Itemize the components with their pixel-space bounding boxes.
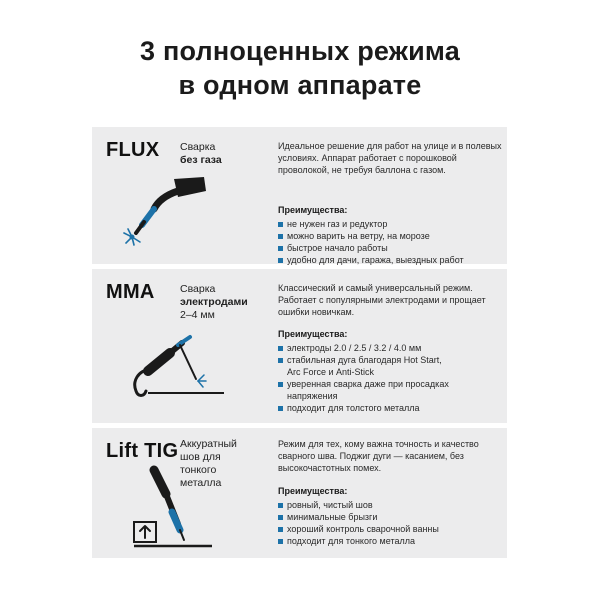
list-item: не нужен газ и редуктор (278, 218, 504, 230)
list-item: хороший контроль сварочной ванны (278, 523, 504, 535)
mode-subtitle: Сварка электродами 2–4 мм (180, 283, 248, 321)
list-item: электроды 2.0 / 2.5 / 3.2 / 4.0 мм (278, 342, 504, 354)
advantages-title: Преимущества: (278, 486, 348, 496)
title-line-1: 3 полноценных режима (140, 36, 460, 66)
mode-description: Идеальное решение для работ на улице и в полевых условиях. Аппарат работает с порошковой проволокой, не требуя баллона с газом. (278, 141, 502, 175)
mode-description: Режим для тех, кому важна точность и качество сварного шва. Поджиг дуги — касанием, без высокочастотных помех. (278, 439, 479, 473)
title-line-2: в одном аппарате (178, 70, 422, 100)
list-item: стабильная дуга благодаря Hot Start, (278, 354, 504, 366)
tig-torch-icon (126, 464, 216, 554)
list-item: Arc Force и Anti-Stick (287, 367, 375, 377)
electrode-holder-icon (128, 331, 238, 409)
advantages-list (278, 499, 504, 547)
mode-subtitle: Сварка без газа (180, 141, 222, 166)
mode-subtitle: Аккуратный шов для тонкого металла (180, 438, 237, 489)
mode-name: Lift TIG (106, 440, 179, 462)
mode-name: MMA (106, 281, 155, 303)
list-item: подходит для толстого металла (278, 402, 504, 414)
advantages-title: Преимущества: (278, 205, 348, 215)
list-item: минимальные брызги (278, 511, 504, 523)
list-item: удобно для дачи, гаража, выездных работ (278, 254, 504, 266)
list-item: быстрое начало работы (278, 242, 504, 254)
mode-card-flux (92, 127, 507, 264)
mode-description: Классический и самый универсальный режим. Работает с популярными электродами и прощает ошибки новичкам. (278, 283, 486, 317)
advantages-title: Преимущества: (278, 329, 348, 339)
page-title (0, 34, 600, 102)
mode-card-lift-tig (92, 428, 507, 558)
mode-card-mma (92, 269, 507, 423)
list-item: ровный, чистый шов (278, 499, 504, 511)
flux-torch-icon (114, 171, 214, 251)
list-item: можно варить на ветру, на морозе (278, 230, 504, 242)
advantages-list (278, 342, 504, 414)
mode-name: FLUX (106, 139, 160, 161)
advantages-list (278, 218, 504, 266)
list-item: напряжения (287, 391, 338, 401)
list-item: уверенная сварка даже при просадках (278, 378, 504, 390)
list-item: подходит для тонкого металла (278, 535, 504, 547)
